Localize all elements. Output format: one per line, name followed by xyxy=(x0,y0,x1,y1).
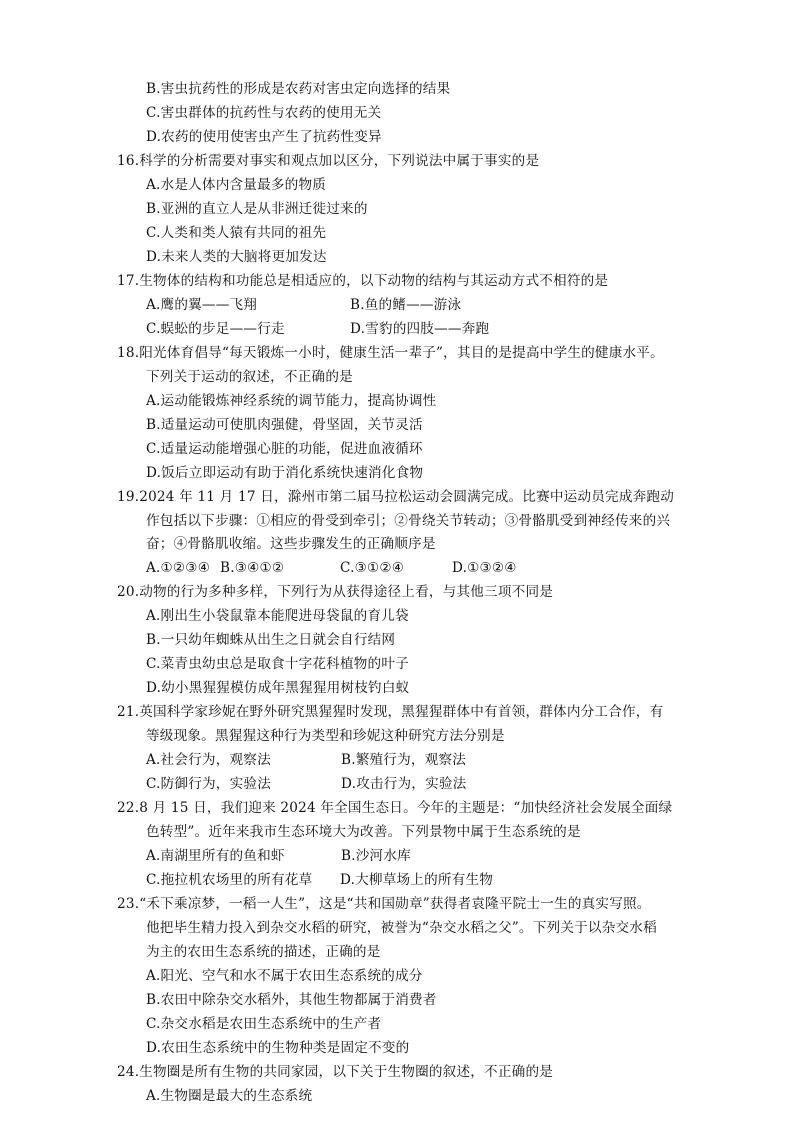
q22-option-d: D.大柳草场上的所有生物 xyxy=(340,872,494,888)
q23-option-b: B.农田中除杂交水稻外，其他生物都属于消费者 xyxy=(146,992,437,1008)
q19-option-b: B.③④①② xyxy=(220,560,285,576)
q23-option-a: A.阳光、空气和水不属于农田生态系统的成分 xyxy=(146,968,423,984)
q17-option-c: C.蜈蚣的步足——行走 xyxy=(146,321,285,337)
q16-option-c: C.人类和类人猿有共同的祖先 xyxy=(146,225,327,241)
q23-stem-line1: 23.“禾下乘凉梦，一稻一人生”，这是“共和国勋章”获得者袁隆平院士一生的真实写照。 xyxy=(117,896,651,912)
q17-stem: 17.生物体的结构和功能总是相适应的，以下动物的结构与其运动方式不相符的是 xyxy=(117,273,609,289)
q24-option-a: A.生物圈是最大的生态系统 xyxy=(146,1088,313,1104)
q23-stem-line3: 为主的农田生态系统的描述，正确的是 xyxy=(146,944,381,960)
q18-option-d: D.饭后立即运动有助于消化系统快速消化食物 xyxy=(146,465,424,481)
q17-option-d: D.雪豹的四肢——奔跑 xyxy=(350,321,490,337)
q19-option-a: A.①②③④ xyxy=(146,560,211,576)
q16-option-b: B.亚洲的直立人是从非洲迁徙过来的 xyxy=(146,201,368,217)
q19-stem-line2: 作包括以下步骤：①相应的骨受到牵引；②骨绕关节转动；③骨骼肌受到神经传来的兴 xyxy=(146,513,671,529)
q18-stem-line2: 下列关于运动的叙述，不正确的是 xyxy=(146,369,353,385)
q19-option-d: D.①③②④ xyxy=(452,560,517,576)
q18-option-a: A.运动能锻炼神经系统的调节能力，提高协调性 xyxy=(146,393,437,409)
q22-stem-line1: 22.8 月 15 日，我们迎来 2024 年全国生态日。今年的主题是：“加快经济社会发展全面绿 xyxy=(117,800,673,816)
q17-option-a: A.鹰的翼——飞翔 xyxy=(146,297,258,313)
q21-option-d: D.攻击行为，实验法 xyxy=(341,776,467,792)
q23-option-d: D.农田生态系统中的生物种类是固定不变的 xyxy=(146,1040,410,1056)
q23-stem-line2: 他把毕生精力投入到杂交水稻的研究，被誉为“杂交水稻之父”。下列关于以杂交水稻 xyxy=(146,920,657,936)
q22-option-a: A.南湖里所有的鱼和虾 xyxy=(146,848,285,864)
q17-option-b: B.鱼的鳍——游泳 xyxy=(350,297,462,313)
q23-option-c: C.杂交水稻是农田生态系统中的生产者 xyxy=(146,1016,382,1032)
q21-stem-line2: 等级现象。黑猩猩这种行为类型和珍妮这种研究方法分别是 xyxy=(146,728,505,744)
q18-option-b: B.适量运动可使肌肉强健，骨坚固，关节灵活 xyxy=(146,417,423,433)
q21-option-c: C.防御行为，实验法 xyxy=(146,776,271,792)
q20-option-a: A.刚出生小袋鼠靠本能爬进母袋鼠的育儿袋 xyxy=(146,608,409,624)
q24-stem: 24.生物圈是所有生物的共同家园，以下关于生物圈的叙述，不正确的是 xyxy=(117,1064,554,1080)
q15-option-b: B.害虫抗药性的形成是农药对害虫定向选择的结果 xyxy=(146,81,451,97)
q20-option-b: B.一只幼年蜘蛛从出生之日就会自行结网 xyxy=(146,632,396,648)
q22-option-c: C.拖拉机农场里的所有花草 xyxy=(146,872,313,888)
q19-option-c: C.③①②④ xyxy=(340,560,405,576)
q15-option-c: C.害虫群体的抗药性与农药的使用无关 xyxy=(146,105,382,121)
q21-stem-line1: 21.英国科学家珍妮在野外研究黑猩猩时发现，黑猩猩群体中有首领，群体内分工合作，有 xyxy=(117,704,664,720)
q15-option-d: D.农药的使用使害虫产生了抗药性变异 xyxy=(146,129,382,145)
q18-stem-line1: 18.阳光体育倡导“每天锻炼一小时，健康生活一辈子”，其目的是提高中学生的健康水平。 xyxy=(117,345,664,361)
q20-option-d: D.幼小黑猩猩模仿成年黑猩猩用树枝钓白蚁 xyxy=(146,680,410,696)
q20-option-c: C.菜青虫幼虫总是取食十字花科植物的叶子 xyxy=(146,656,409,672)
q19-stem-line3: 奋；④骨骼肌收缩。这些步骤发生的正确顺序是 xyxy=(146,536,436,552)
q21-option-b: B.繁殖行为，观察法 xyxy=(341,752,467,768)
q22-stem-line2: 色转型”。近年来我市生态环境大为改善。下列景物中属于生态系统的是 xyxy=(146,824,581,840)
q16-option-a: A.水是人体内含量最多的物质 xyxy=(146,177,327,193)
q16-option-d: D.未来人类的大脑将更加发达 xyxy=(146,249,327,265)
q20-stem: 20.动物的行为多种多样，下列行为从获得途径上看，与其他三项不同是 xyxy=(117,584,554,600)
q16-stem: 16.科学的分析需要对事实和观点加以区分，下列说法中属于事实的是 xyxy=(117,153,540,169)
q22-option-b: B.沙河水库 xyxy=(341,848,411,864)
q21-option-a: A.社会行为，观察法 xyxy=(146,752,271,768)
q19-stem-line1: 19.2024 年 11 月 17 日，滁州市第二届马拉松运动会圆满完成。比赛中运动员完成奔跑动 xyxy=(117,489,675,505)
q18-option-c: C.适量运动能增强心脏的功能，促进血液循环 xyxy=(146,441,423,457)
